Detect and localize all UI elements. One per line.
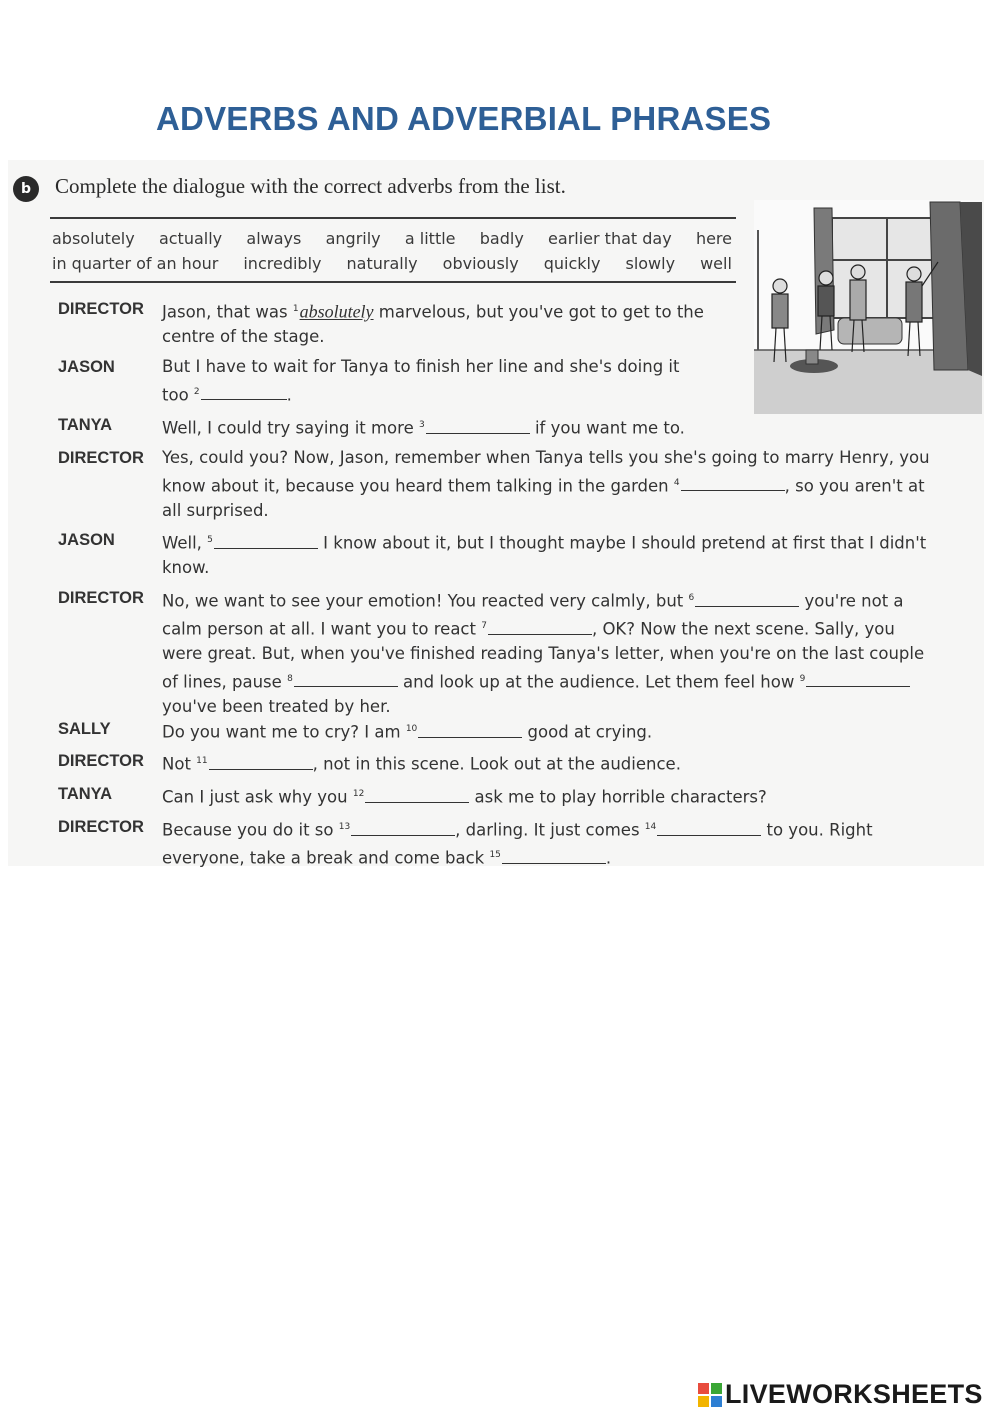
gap-number: 4 [673, 477, 680, 488]
dialogue-text [162, 815, 962, 871]
dialogue-text-segment: calm person at all. I want you to react [162, 619, 482, 639]
word-list-item: here [695, 229, 732, 248]
word-list-item: slowly [625, 254, 676, 273]
dialogue-text-segment: and look up at the audience. Let them feel how [397, 672, 800, 691]
dialogue-text-segment: good at crying. [522, 722, 653, 742]
answer-blank[interactable] [426, 419, 530, 434]
answer-blank[interactable] [214, 534, 318, 549]
logo-square [711, 1383, 722, 1394]
dialogue-text-segment: Do you want me to cry? I am [162, 722, 406, 742]
exercise-instruction: Complete the dialogue with the correct adverbs from the list. [55, 174, 566, 198]
dialogue-text-segment: you're not a [799, 591, 904, 611]
speaker-name: JASON [58, 531, 115, 549]
gap-number: 6 [688, 593, 695, 603]
example-answer: absolutely [299, 301, 374, 322]
word-list-item: a little [404, 229, 456, 248]
answer-blank[interactable] [502, 849, 606, 864]
dialogue-text-segment: , not in this scene. Look out at the audience. [312, 754, 681, 774]
dialogue-text-segment: , darling. It just comes [455, 820, 645, 840]
answer-blank[interactable] [806, 672, 910, 687]
gap-number: 2 [193, 386, 200, 397]
dialogue-text-segment: everyone, take a break and come back [162, 848, 490, 868]
gap-number: 7 [481, 621, 487, 631]
dialogue-text-segment: were great. But, when you've finished reading Tanya's letter, when you're on the last couple [162, 644, 925, 663]
dialogue-text [162, 413, 752, 441]
dialogue-text-segment: all surprised. [162, 500, 269, 520]
word-list-item: angrily [325, 229, 381, 248]
dialogue-text-segment: centre of the stage. [162, 327, 325, 346]
word-box-top-rule [50, 217, 736, 219]
gap-number: 12 [352, 789, 365, 799]
dialogue-text [162, 297, 752, 350]
answer-blank[interactable] [681, 476, 785, 491]
word-list-item: quickly [543, 254, 601, 273]
liveworksheets-logo-icon [698, 1383, 722, 1407]
dialogue-text-segment: too [162, 385, 194, 404]
dialogue-text-segment: , so you aren't at [784, 476, 925, 495]
dialogue-text-segment: Yes, could you? Now, Jason, remember when Tanya tells you she's going to marry Henry, you [162, 448, 930, 467]
dialogue-text-segment: Not [162, 754, 197, 774]
speaker-name: DIRECTOR [58, 449, 144, 467]
word-list-row-1 [52, 229, 732, 248]
speaker-name: JASON [58, 358, 115, 376]
answer-blank[interactable] [351, 821, 455, 836]
word-list-item: in quarter of an hour [52, 254, 219, 273]
dialogue-text-segment: know. [162, 558, 210, 577]
gap-number: 9 [799, 673, 806, 684]
answer-blank[interactable] [488, 620, 592, 635]
speaker-name: DIRECTOR [58, 300, 144, 318]
dialogue-text [162, 782, 962, 810]
dialogue-text-segment: I know about it, but I thought maybe I should pretend at first that I didn't [317, 533, 927, 553]
logo-square [698, 1383, 709, 1394]
speaker-name: SALLY [58, 720, 111, 738]
word-box-bottom-rule [50, 281, 736, 283]
dialogue-text-segment: No, we want to see your emotion! You reacted very calmly, but [162, 591, 689, 611]
dialogue-text-segment: marvelous, but you've got to get to the [373, 302, 704, 322]
gap-number: 3 [418, 420, 425, 430]
word-list-item: obviously [442, 254, 519, 273]
word-list-row-2 [52, 254, 732, 273]
dialogue-text-segment: But I have to wait for Tanya to finish her line and she's doing it [162, 357, 680, 376]
word-list-item: badly [479, 229, 524, 248]
answer-blank[interactable] [418, 723, 522, 738]
dialogue-text-segment: Well, I could try saying it more [162, 418, 419, 438]
theatre-rehearsal-illustration [754, 200, 982, 414]
gap-number: 10 [405, 724, 418, 734]
dialogue-text [162, 717, 962, 745]
speaker-name: TANYA [58, 785, 113, 803]
dialogue-text [162, 528, 962, 581]
dialogue-text-segment: , OK? Now the next scene. Sally, you [591, 619, 895, 639]
word-list-item: actually [158, 229, 223, 248]
dialogue-text-segment: Jason, that was [162, 302, 293, 322]
footer-brand-text: LIVEWORKSHEETS [725, 1379, 983, 1409]
dialogue-text-segment: . [286, 385, 292, 404]
gap-number: 15 [489, 850, 501, 860]
answer-blank[interactable] [657, 821, 761, 836]
dialogue-text [162, 355, 752, 408]
page-title: ADVERBS AND ADVERBIAL PHRASES [156, 100, 772, 137]
word-list-item: always [246, 229, 302, 248]
gap-number: 14 [644, 822, 657, 832]
dialogue-text-segment: ask me to play horrible characters? [469, 787, 767, 807]
dialogue-text [162, 586, 962, 719]
dialogue-text-segment: know about it, because you heard them talking in the garden [162, 476, 674, 495]
dialogue-text-segment: Can I just ask why you [162, 787, 353, 807]
gap-number: 5 [207, 535, 213, 545]
dialogue-text-segment: if you want me to. [529, 418, 685, 438]
gap-number: 11 [196, 756, 208, 766]
dialogue-text-segment: Because you do it so [162, 820, 339, 840]
answer-blank[interactable] [695, 592, 799, 607]
speaker-name: DIRECTOR [58, 752, 144, 770]
dialogue-text-segment: of lines, pause [162, 672, 288, 691]
answer-blank[interactable] [201, 385, 287, 400]
footer-brand [698, 1379, 983, 1410]
dialogue-text-segment: you've been treated by her. [162, 696, 391, 716]
dialogue-text [162, 446, 962, 523]
gap-number: 13 [338, 822, 351, 832]
dialogue-text [162, 749, 962, 777]
speaker-name: DIRECTOR [58, 818, 144, 836]
exercise-badge: b [13, 176, 39, 202]
dialogue-text-segment: to you. Right [761, 820, 873, 840]
word-list-item: well [700, 254, 732, 273]
dialogue-text-segment: Well, [162, 533, 208, 553]
dialogue-text-segment: . [605, 848, 612, 868]
word-list-item: earlier that day [548, 229, 672, 248]
word-list-item: naturally [346, 254, 418, 273]
answer-blank[interactable] [365, 788, 469, 803]
answer-blank[interactable] [209, 755, 313, 770]
speaker-name: DIRECTOR [58, 589, 144, 607]
answer-blank[interactable] [294, 672, 398, 687]
word-list-item: absolutely [52, 229, 135, 248]
word-list-item: incredibly [243, 254, 322, 273]
speaker-name: TANYA [58, 416, 113, 434]
gap-number: 1 [292, 304, 299, 314]
logo-square [698, 1396, 709, 1407]
logo-square [711, 1396, 722, 1407]
gap-number: 8 [287, 673, 293, 684]
